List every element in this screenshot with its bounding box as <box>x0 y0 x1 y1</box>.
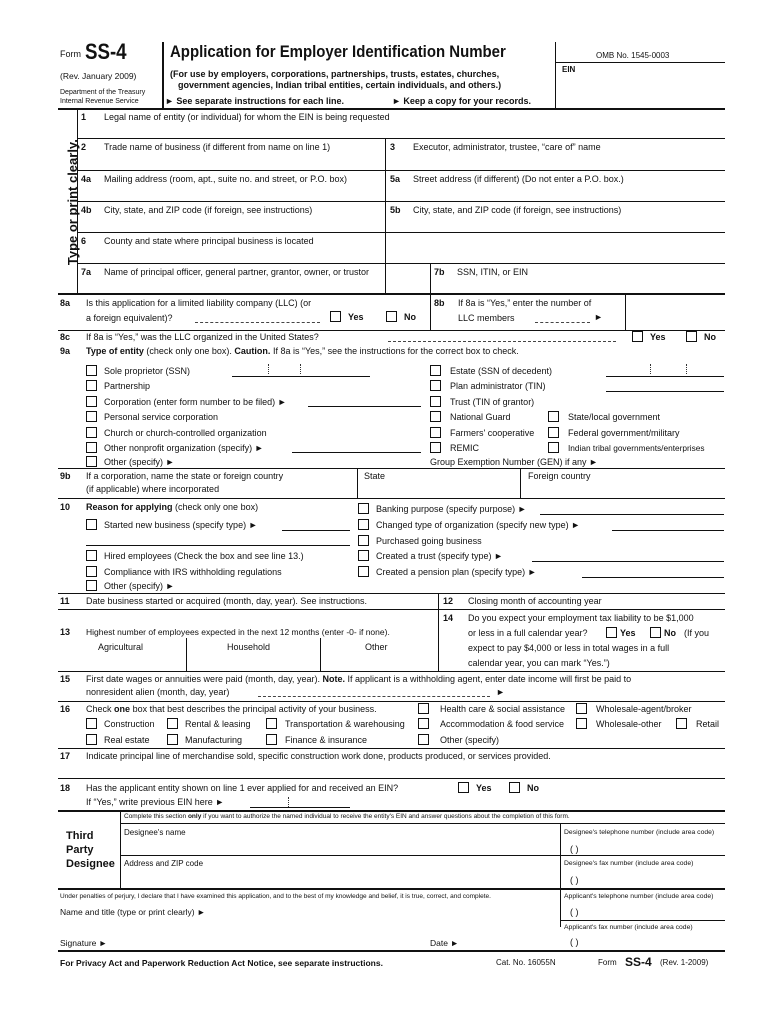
activity-transport-label: Transportation & warehousing <box>285 719 405 729</box>
new-business-type-field[interactable] <box>282 530 350 531</box>
line-18-number: 18 <box>60 783 71 793</box>
entity-federal-label: Federal government/military <box>568 428 680 438</box>
cat-number: Cat. No. 16055N <box>496 958 556 967</box>
type-or-print-label: Type or print clearly. <box>64 139 80 266</box>
activity-construction-checkbox[interactable] <box>86 718 97 729</box>
activity-real-estate-checkbox[interactable] <box>86 734 97 745</box>
dept-line2: Internal Revenue Service <box>60 98 139 105</box>
applicant-fax-field[interactable]: ( ) <box>570 937 579 947</box>
entity-national-guard-checkbox[interactable] <box>430 411 441 422</box>
entity-nonprofit-checkbox[interactable] <box>86 442 97 453</box>
col-divider <box>357 468 358 498</box>
applicant-fax-label: Applicant's fax number (include area code) <box>564 924 693 931</box>
entity-indian-tribal-checkbox[interactable] <box>548 442 559 453</box>
row-rule <box>58 778 725 779</box>
line-8c-yes-label: Yes <box>650 332 666 342</box>
line-11-number: 11 <box>60 596 70 606</box>
reason-hired-checkbox[interactable] <box>86 550 97 561</box>
entity-estate-label: Estate (SSN of decedent) <box>450 366 553 376</box>
line-18-label-2: If “Yes,” write previous EIN here ► <box>86 797 225 807</box>
tick <box>300 364 301 374</box>
tick <box>268 364 269 374</box>
designee-fax-label: Designee's fax number (include area code) <box>564 860 694 867</box>
applicant-tel-label: Applicant's telephone number (include area code) <box>564 893 714 900</box>
reason-changed-org-checkbox[interactable] <box>358 519 369 530</box>
entity-psc-checkbox[interactable] <box>86 411 97 422</box>
header-bottom-rule <box>58 108 725 110</box>
line-16-label: Check one box that best describes the principal activity of your business. <box>86 704 377 714</box>
line-5b-label: City, state, and ZIP code (if foreign, see instructions) <box>413 205 622 215</box>
dot-leader <box>535 322 590 323</box>
omb-number: OMB No. 1545-0003 <box>596 51 670 60</box>
line-8a-yes-checkbox[interactable] <box>330 311 341 322</box>
activity-wholesale-agent-checkbox[interactable] <box>576 703 587 714</box>
line-14-yes-checkbox[interactable] <box>606 627 617 638</box>
col-divider-7b <box>430 263 431 330</box>
designee-label-party: Party <box>66 844 94 856</box>
line-14-label-4: calendar year, you can mark “Yes.”) <box>468 658 610 668</box>
activity-wholesale-other-checkbox[interactable] <box>576 718 587 729</box>
activity-transport-checkbox[interactable] <box>266 718 277 729</box>
line-5a-label: Street address (if different) (Do not enter a P.O. box.) <box>413 174 624 184</box>
activity-health-label: Health care & social assistance <box>440 704 566 714</box>
designee-tel-label: Designee's telephone number (include area code) <box>564 829 715 836</box>
line-4b-number: 4b <box>81 205 92 215</box>
form-label: Form <box>60 49 81 59</box>
reason-hired-label: Hired employees (Check the box and see line 13.) <box>104 551 304 561</box>
activity-other-label: Other (specify) <box>440 735 500 745</box>
pension-type-field[interactable] <box>582 577 724 578</box>
reason-other-checkbox[interactable] <box>86 580 97 591</box>
line-12-number: 12 <box>443 596 454 606</box>
col-divider <box>120 810 121 888</box>
line-15-number: 15 <box>60 674 71 684</box>
line-14-no-checkbox[interactable] <box>650 627 661 638</box>
estate-ssn-field[interactable] <box>606 376 724 377</box>
activity-manufacturing-label: Manufacturing <box>185 735 243 745</box>
designee-label-designee: Designee <box>66 858 115 870</box>
line-8c-no-checkbox[interactable] <box>686 331 697 342</box>
line-13-label: Highest number of employees expected in the next 12 months (enter -0- if none). <box>86 627 390 637</box>
line-8a-no-label: No <box>404 312 416 322</box>
designee-address-label: Address and ZIP code <box>124 859 204 868</box>
designee-tel-field[interactable]: ( ) <box>570 844 579 854</box>
reason-compliance-checkbox[interactable] <box>86 566 97 577</box>
activity-accommodation-label: Accommodation & food service <box>440 719 565 729</box>
footer-form-number: SS-4 <box>625 955 652 969</box>
line-18-no-label: No <box>527 783 539 793</box>
entity-farmers-coop-checkbox[interactable] <box>430 427 441 438</box>
line-9b-label-2: (if applicable) where incorporated <box>86 484 220 494</box>
dot-leader <box>258 696 490 697</box>
entity-state-local-checkbox[interactable] <box>548 411 559 422</box>
entity-trust-checkbox[interactable] <box>430 396 441 407</box>
entity-church-checkbox[interactable] <box>86 427 97 438</box>
plan-admin-tin-field[interactable] <box>606 391 724 392</box>
row-rule <box>58 671 725 672</box>
col-divider <box>186 638 187 671</box>
reason-new-business-checkbox[interactable] <box>86 519 97 530</box>
line-10-number: 10 <box>60 502 71 512</box>
line-18-yes-label: Yes <box>476 783 492 793</box>
entity-gen-label: Group Exemption Number (GEN) if any ► <box>430 457 598 467</box>
row-rule <box>77 138 725 139</box>
row-rule <box>77 201 725 202</box>
line-15-label-2: nonresident alien (month, day, year) <box>86 687 230 697</box>
line-9a-heading: Type of entity (check only one box). Caution. If 8a is “Yes,” see the instructions for the correct box to check. <box>86 346 519 356</box>
line-13-other: Other <box>365 642 388 652</box>
dot-leader <box>195 322 320 323</box>
line-13-number: 13 <box>60 627 71 637</box>
entity-plan-admin-label: Plan administrator (TIN) <box>450 381 546 391</box>
omb-rule <box>555 62 725 63</box>
reason-trust-label: Created a trust (specify type) ► <box>376 551 503 561</box>
line-8b-arrow-icon: ► <box>594 312 603 322</box>
keep-copy: ► Keep a copy for your records. <box>392 96 531 106</box>
line-7b-number: 7b <box>434 267 445 277</box>
line-5b-number: 5b <box>390 205 401 215</box>
entity-corporation-checkbox[interactable] <box>86 396 97 407</box>
line-3-number: 3 <box>390 142 396 152</box>
line-14-label-2a: or less in a full calendar year? <box>468 628 588 638</box>
form-title: Application for Employer Identification Number <box>170 42 506 61</box>
entity-sole-prop-label: Sole proprietor (SSN) <box>104 366 191 376</box>
entity-partnership-checkbox[interactable] <box>86 380 97 391</box>
line-7a-number: 7a <box>81 267 92 277</box>
line-8c-number: 8c <box>60 332 71 342</box>
row-rule <box>58 468 725 469</box>
reason-banking-label: Banking purpose (specify purpose) ► <box>376 504 527 514</box>
activity-wholesale-agent-label: Wholesale-agent/broker <box>596 704 692 714</box>
line-6-number: 6 <box>81 236 87 246</box>
line-10-heading: Reason for applying (check only one box) <box>86 502 259 512</box>
name-title-label: Name and title (type or print clearly) ► <box>60 907 206 917</box>
designee-name-label: Designee's name <box>124 828 186 837</box>
line-4a-number: 4a <box>81 174 92 184</box>
designee-intro: Complete this section only if you want to authorize the named individual to receive the entity's EIN and answer questions about the completion of this form. <box>124 813 570 820</box>
col-divider <box>320 638 321 671</box>
line-13-household: Household <box>227 642 271 652</box>
line-14-yes-label: Yes <box>620 628 636 638</box>
form-subtitle-2: government agencies, Indian tribal entities, certain individuals, and others.) <box>178 80 502 90</box>
line-11-label: Date business started or acquired (month, day, year). See instructions. <box>86 596 367 606</box>
line-15-label-1: First date wages or annuities were paid (month, day, year). Note. If applicant is a withholding agent, enter date income will first be paid to <box>86 674 632 684</box>
line-13-agricultural: Agricultural <box>98 642 144 652</box>
entity-state-local-label: State/local government <box>568 412 661 422</box>
ein-label: EIN <box>562 65 576 74</box>
tick <box>686 364 687 374</box>
activity-wholesale-other-label: Wholesale-other <box>596 719 662 729</box>
line-8a-number: 8a <box>60 298 71 308</box>
line-9b-foreign-label: Foreign country <box>528 471 591 481</box>
entity-psc-label: Personal service corporation <box>104 412 219 422</box>
dot-leader <box>388 341 616 342</box>
line-6-label: County and state where principal business is located <box>104 236 314 246</box>
line-8c-yes-checkbox[interactable] <box>632 331 643 342</box>
reason-banking-checkbox[interactable] <box>358 503 369 514</box>
row-rule <box>77 263 725 264</box>
line-2-number: 2 <box>81 142 87 152</box>
row-rule <box>58 609 725 610</box>
row-rule <box>120 855 725 856</box>
footer-revision: (Rev. 1-2009) <box>660 958 709 967</box>
line-4b-label: City, state, and ZIP code (if foreign, see instructions) <box>104 205 313 215</box>
row-rule <box>58 701 725 702</box>
line-9b-label-1: If a corporation, name the state or foreign country <box>86 471 284 481</box>
line-8c-label: If 8a is “Yes,” was the LLC organized in the United States? <box>86 332 319 342</box>
activity-rental-label: Rental & leasing <box>185 719 251 729</box>
activity-real-estate-label: Real estate <box>104 735 150 745</box>
entity-nonprofit-label: Other nonprofit organization (specify) ► <box>104 443 264 453</box>
reason-changed-org-label: Changed type of organization (specify new type) ► <box>376 520 581 530</box>
line-15-arrow-icon: ► <box>496 687 505 697</box>
entity-corporation-label: Corporation (enter form number to be filed) ► <box>104 397 287 407</box>
line-18-label-1: Has the applicant entity shown on line 1 ever applied for and received an EIN? <box>86 783 399 793</box>
col-divider <box>560 823 561 927</box>
row-rule <box>58 498 725 499</box>
changed-org-type-field[interactable] <box>612 530 724 531</box>
line-8a-label-1: Is this application for a limited liability company (LLC) (or <box>86 298 312 308</box>
row-rule <box>120 823 725 824</box>
header-divider-left <box>162 42 164 108</box>
activity-retail-label: Retail <box>696 719 720 729</box>
reason-compliance-label: Compliance with IRS withholding regulations <box>104 567 282 577</box>
footer-form-label: Form <box>598 958 617 967</box>
line-14-number: 14 <box>443 613 454 623</box>
dept-line1: Department of the Treasury <box>60 89 146 96</box>
line-3-label: Executor, administrator, trustee, “care of” name <box>413 142 601 152</box>
row-rule <box>58 950 725 952</box>
row-rule <box>58 748 725 749</box>
activity-rental-checkbox[interactable] <box>167 718 178 729</box>
activity-other-checkbox[interactable] <box>418 734 429 745</box>
line-18-no-checkbox[interactable] <box>509 782 520 793</box>
line-2-label: Trade name of business (if different from name on line 1) <box>104 142 331 152</box>
line-14-label-2b: (If you <box>684 628 710 638</box>
perjury-statement: Under penalties of perjury, I declare that I have examined this application, and to the best of my knowledge and belief, it is true, correct, and complete. <box>60 893 491 900</box>
activity-construction-label: Construction <box>104 719 155 729</box>
entity-partnership-label: Partnership <box>104 381 151 391</box>
line-8a-no-checkbox[interactable] <box>386 311 397 322</box>
activity-finance-checkbox[interactable] <box>266 734 277 745</box>
line-7a-label: Name of principal officer, general partner, grantor, owner, or trustor <box>104 267 369 277</box>
reason-pension-checkbox[interactable] <box>358 566 369 577</box>
tick <box>288 797 289 807</box>
row-rule <box>77 232 725 233</box>
entity-indian-tribal-label: Indian tribal governments/enterprises <box>568 443 705 453</box>
line-17-label: Indicate principal line of merchandise sold, specific construction work done, products produced, or services provided. <box>86 751 551 761</box>
tick <box>650 364 651 374</box>
line-8b-label-2: LLC members <box>458 313 515 323</box>
entity-remic-checkbox[interactable] <box>430 442 441 453</box>
entity-church-label: Church or church-controlled organization <box>104 428 267 438</box>
designee-label-third: Third <box>66 830 94 842</box>
col-divider <box>520 468 521 498</box>
reason-pension-label: Created a pension plan (specify type) ► <box>376 567 537 577</box>
line-1-number: 1 <box>81 112 87 122</box>
line-14-label-1: Do you expect your employment tax liability to be $1,000 <box>468 613 694 623</box>
line-14-no-label: No <box>664 628 676 638</box>
entity-estate-checkbox[interactable] <box>430 365 441 376</box>
line-18-yes-checkbox[interactable] <box>458 782 469 793</box>
row-rule <box>77 170 725 171</box>
previous-ein-field[interactable] <box>250 807 350 808</box>
nonprofit-specify-field[interactable] <box>292 452 421 453</box>
designee-fax-field[interactable]: ( ) <box>570 875 579 885</box>
line-9a-number: 9a <box>60 346 71 356</box>
line-12-label: Closing month of accounting year <box>468 596 602 606</box>
entity-other-label: Other (specify) ► <box>104 457 175 467</box>
col-divider <box>438 593 439 671</box>
row-rule <box>560 920 725 921</box>
entity-national-guard-label: National Guard <box>450 412 511 422</box>
applicant-tel-field[interactable]: ( ) <box>570 907 579 917</box>
entity-plan-admin-checkbox[interactable] <box>430 380 441 391</box>
line-8c-no-label: No <box>704 332 716 342</box>
line-8a-yes-label: Yes <box>348 312 364 322</box>
line-9b-number: 9b <box>60 471 71 481</box>
line-8b-number: 8b <box>434 298 445 308</box>
entity-trust-label: Trust (TIN of grantor) <box>450 397 535 407</box>
activity-health-checkbox[interactable] <box>418 703 429 714</box>
row-rule <box>58 810 725 812</box>
revision-date: (Rev. January 2009) <box>60 71 137 81</box>
entity-remic-label: REMIC <box>450 443 479 453</box>
new-business-type-field-2[interactable] <box>86 545 350 546</box>
form-subtitle-1: (For use by employers, corporations, partnerships, trusts, estates, churches, <box>170 69 500 79</box>
row-rule <box>58 330 725 331</box>
reason-trust-checkbox[interactable] <box>358 550 369 561</box>
line-8a-label-2: a foreign equivalent)? <box>86 313 173 323</box>
reason-new-business-label: Started new business (specify type) ► <box>104 520 258 530</box>
sole-prop-ssn-field[interactable] <box>232 376 370 377</box>
reason-purchased-checkbox[interactable] <box>358 535 369 546</box>
entity-other-checkbox[interactable] <box>86 456 97 467</box>
activity-accommodation-checkbox[interactable] <box>418 718 429 729</box>
ein-box-left <box>625 294 626 330</box>
signature-label: Signature ► <box>60 938 108 948</box>
activity-retail-checkbox[interactable] <box>676 718 687 729</box>
corporation-form-field[interactable] <box>308 406 421 407</box>
line-14-label-3: expect to pay $4,000 or less in total wages in a full <box>468 643 670 653</box>
line-4a-label: Mailing address (room, apt., suite no. and street, or P.O. box) <box>104 174 347 184</box>
entity-sole-prop-checkbox[interactable] <box>86 365 97 376</box>
row-rule <box>58 593 725 594</box>
line-7b-label: SSN, ITIN, or EIN <box>457 267 529 277</box>
row-rule <box>58 888 725 890</box>
activity-manufacturing-checkbox[interactable] <box>167 734 178 745</box>
line-1-label: Legal name of entity (or individual) for whom the EIN is being requested <box>104 112 390 122</box>
entity-federal-checkbox[interactable] <box>548 427 559 438</box>
date-label: Date ► <box>430 938 459 948</box>
line-17-number: 17 <box>60 751 71 761</box>
line-9b-state-label: State <box>364 471 386 481</box>
activity-finance-label: Finance & insurance <box>285 735 368 745</box>
trust-type-field[interactable] <box>532 561 724 562</box>
banking-purpose-field[interactable] <box>540 514 724 515</box>
col-divider-2-3 <box>385 138 386 294</box>
header-divider-right <box>555 42 556 108</box>
line-5a-number: 5a <box>390 174 401 184</box>
privacy-notice: For Privacy Act and Paperwork Reduction Act Notice, see separate instructions. <box>60 958 383 968</box>
line-8b-label-1: If 8a is “Yes,” enter the number of <box>458 298 592 308</box>
entity-farmers-coop-label: Farmers' cooperative <box>450 428 535 438</box>
form-number: SS-4 <box>85 39 127 64</box>
reason-other-label: Other (specify) ► <box>104 581 175 591</box>
reason-purchased-label: Purchased going business <box>376 536 482 546</box>
see-instructions: ► See separate instructions for each line. <box>165 96 344 106</box>
line-16-number: 16 <box>60 704 71 714</box>
